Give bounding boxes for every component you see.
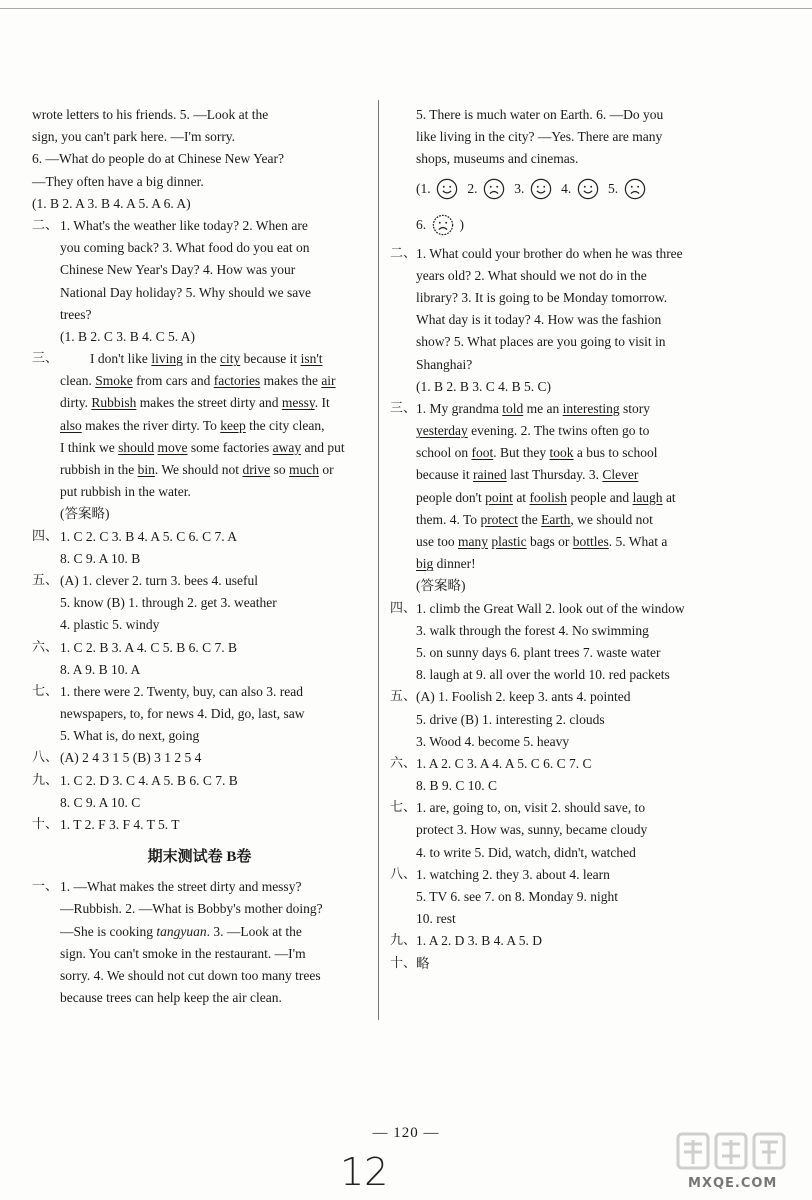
text: use too bbox=[416, 534, 458, 549]
faces-row bbox=[390, 207, 725, 243]
answer-text: 1. C 2. B 3. A 4. C 5. B 6. C 7. B bbox=[60, 639, 238, 655]
answer-line bbox=[390, 487, 725, 509]
underlined-word: bottles bbox=[572, 534, 609, 549]
answer-line: because trees can help keep the air clean. bbox=[60, 990, 282, 1006]
answer-text: (A) 2 4 3 1 5 (B) 3 1 2 5 4 bbox=[60, 750, 202, 766]
answer-line: 8. B 9. C 10. C bbox=[416, 778, 498, 794]
underlined-word: living bbox=[151, 351, 183, 367]
underlined-word: plastic bbox=[491, 534, 527, 549]
section-9 bbox=[32, 770, 367, 792]
italic-word: tangyuan bbox=[156, 923, 207, 939]
answer-line: 5. What is, do next, going bbox=[60, 728, 200, 744]
answer-line: put rubbish in the water. bbox=[60, 484, 191, 500]
answer-line: Shanghai? bbox=[416, 356, 473, 372]
answer-line bbox=[390, 442, 725, 464]
answer-text: 1. A 2. C 3. A 4. A 5. C 6. C 7. C bbox=[416, 755, 592, 771]
answer-text: 略 bbox=[416, 955, 430, 971]
underlined-word: city bbox=[219, 351, 241, 367]
section-3 bbox=[390, 398, 725, 420]
underlined-word: point bbox=[485, 489, 513, 505]
underlined-word: protect bbox=[480, 511, 518, 527]
answer-line: (答案略) bbox=[416, 578, 466, 594]
answer-line: newspapers, to, for news 4. Did, go, last, saw bbox=[60, 706, 305, 722]
section-marker: 二、 bbox=[32, 217, 59, 233]
underlined-word: move bbox=[157, 439, 188, 455]
text: 4. bbox=[561, 180, 572, 196]
underlined-word: factories bbox=[213, 373, 261, 389]
answer-line: protect 3. How was, sunny, became cloudy bbox=[416, 822, 648, 838]
answer-text: 1. watching 2. they 3. about 4. learn bbox=[416, 866, 610, 882]
text: —She is cooking bbox=[60, 923, 157, 939]
section-marker: 十、 bbox=[390, 955, 417, 971]
text: 5. bbox=[608, 180, 619, 196]
answer-text: 1. there were 2. Twenty, buy, can also 3. read bbox=[60, 683, 303, 699]
text: from cars and bbox=[132, 373, 214, 389]
text: . 3. —Look at the bbox=[206, 923, 302, 939]
section-marker: 六、 bbox=[390, 755, 417, 771]
section-marker: 九、 bbox=[390, 933, 417, 949]
happy-face-icon bbox=[530, 178, 552, 200]
answer-line: (答案略) bbox=[60, 506, 110, 522]
section-10 bbox=[390, 953, 725, 975]
section-7 bbox=[32, 681, 367, 703]
underlined-word: interesting bbox=[562, 400, 620, 416]
text: makes the bbox=[260, 373, 322, 389]
answer-text: 1. What could your brother do when he was three bbox=[416, 245, 683, 261]
section-marker: 五、 bbox=[390, 689, 417, 705]
answer-line: 8. C 9. A 10. B bbox=[60, 550, 141, 566]
answer-line: 3. Wood 4. become 5. heavy bbox=[416, 733, 570, 749]
top-edge-rule bbox=[0, 8, 812, 9]
answer-line bbox=[390, 509, 725, 531]
text: in the bbox=[182, 351, 220, 367]
answer-line: sign, you can't park here. —I'm sorry. bbox=[32, 129, 236, 145]
text: because it bbox=[240, 351, 301, 367]
answer-line: trees? bbox=[60, 306, 92, 322]
sad-face-icon bbox=[483, 178, 505, 200]
answer-line: you coming back? 3. What food do you eat on bbox=[60, 240, 310, 256]
underlined-word: much bbox=[288, 462, 319, 477]
section-8 bbox=[390, 864, 725, 886]
section-marker: 四、 bbox=[32, 528, 59, 544]
answer-text: 1. What's the weather like today? 2. When are bbox=[60, 217, 308, 233]
underlined-word: also bbox=[60, 417, 82, 433]
text: 3. bbox=[514, 180, 525, 196]
answer-line: sign. You can't smoke in the restaurant. —I'm bbox=[60, 945, 306, 961]
text: the bbox=[517, 511, 542, 527]
text: 1. My grandma bbox=[416, 400, 503, 416]
answer-line: 8. laugh at 9. all over the world 10. red packets bbox=[416, 667, 670, 683]
answer-line: (1. B 2. B 3. C 4. B 5. C) bbox=[416, 378, 552, 394]
section-marker: 五、 bbox=[32, 572, 59, 588]
text: me an bbox=[523, 400, 563, 416]
section-b1 bbox=[32, 876, 367, 898]
text: ) bbox=[459, 216, 464, 232]
faces-row bbox=[390, 171, 725, 207]
section-6 bbox=[32, 637, 367, 659]
section-5 bbox=[390, 686, 725, 708]
answer-line bbox=[390, 531, 725, 553]
answer-text: 1. are, going to, on, visit 2. should save, to bbox=[416, 800, 646, 816]
section-9 bbox=[390, 930, 725, 952]
text: evening. 2. The twins often go to bbox=[467, 423, 650, 439]
section-2 bbox=[390, 243, 725, 265]
section-7 bbox=[390, 797, 725, 819]
text: them. 4. To bbox=[416, 511, 481, 527]
text: because it bbox=[416, 467, 473, 483]
underlined-word: big bbox=[416, 556, 434, 572]
text: and put bbox=[301, 439, 345, 455]
section-marker: 十、 bbox=[32, 817, 59, 832]
answer-line bbox=[390, 420, 725, 442]
section-6 bbox=[390, 753, 725, 775]
section-8 bbox=[32, 747, 367, 769]
answer-line: (1. B 2. C 3. B 4. C 5. A) bbox=[60, 328, 196, 344]
answer-text: 1. —What makes the street dirty and messy? bbox=[60, 879, 302, 895]
underlined-word: laugh bbox=[632, 489, 663, 505]
section-marker: 七、 bbox=[390, 800, 417, 816]
text: bags or bbox=[526, 534, 573, 549]
underlined-word: keep bbox=[220, 417, 246, 433]
answer-line: National Day holiday? 5. Why should we save bbox=[60, 284, 311, 300]
text: (1. bbox=[416, 180, 431, 196]
answer-line: Chinese New Year's Day? 4. How was your bbox=[60, 262, 296, 278]
text: . But they bbox=[493, 445, 550, 461]
answer-line bbox=[32, 459, 367, 481]
happy-face-icon bbox=[436, 178, 458, 200]
section-marker: 三、 bbox=[390, 400, 417, 416]
answer-line: 10. rest bbox=[416, 911, 456, 927]
answer-text: 1. A 2. D 3. B 4. A 5. D bbox=[416, 933, 543, 949]
underlined-word: away bbox=[272, 439, 302, 455]
text: makes the street dirty and bbox=[136, 395, 282, 411]
text: . It bbox=[314, 395, 330, 411]
section-marker: 六、 bbox=[32, 639, 59, 655]
text: at bbox=[512, 489, 530, 505]
underlined-word: foolish bbox=[529, 489, 567, 505]
happy-face-icon bbox=[577, 178, 599, 200]
text: I don't like bbox=[90, 351, 152, 367]
underlined-word: took bbox=[549, 445, 574, 461]
text: so bbox=[270, 462, 289, 477]
answer-text: (A) 1. Foolish 2. keep 3. ants 4. pointed bbox=[416, 689, 631, 705]
text: makes the river dirty. To bbox=[81, 417, 221, 433]
answer-line: 5. on sunny days 6. plant trees 7. waste water bbox=[416, 644, 661, 660]
answer-line: 5. drive (B) 1. interesting 2. clouds bbox=[416, 711, 605, 727]
text: last Thursday. 3. bbox=[506, 467, 603, 483]
section-marker: 四、 bbox=[390, 600, 417, 616]
sad-face-icon bbox=[624, 178, 646, 200]
underlined-word: foot bbox=[471, 445, 494, 461]
answer-line bbox=[32, 370, 367, 392]
answer-text: 1. T 2. F 3. F 4. T 5. T bbox=[60, 817, 180, 832]
answer-line: 5. know (B) 1. through 2. get 3. weather bbox=[60, 595, 277, 611]
answer-line: (1. B 2. A 3. B 4. A 5. A 6. A) bbox=[32, 195, 191, 211]
underlined-word: Rubbish bbox=[91, 395, 137, 411]
left-column bbox=[32, 104, 367, 1009]
answer-line: like living in the city? —Yes. There are many bbox=[416, 129, 663, 145]
section-5 bbox=[32, 570, 367, 592]
text: the city clean, bbox=[245, 417, 325, 433]
section-marker: 七、 bbox=[32, 683, 59, 699]
answer-line: —Rubbish. 2. —What is Bobby's mother doing? bbox=[60, 901, 323, 917]
text: clean. bbox=[60, 373, 96, 389]
underlined-word: many bbox=[458, 534, 488, 549]
text: 6. bbox=[416, 216, 427, 232]
answer-text: 1. C 2. D 3. C 4. A 5. B 6. C 7. B bbox=[60, 772, 238, 788]
right-column bbox=[390, 104, 725, 975]
column-divider bbox=[378, 100, 379, 1020]
text: rubbish in the bbox=[60, 462, 138, 477]
answer-line: 4. to write 5. Did, watch, didn't, watched bbox=[416, 844, 636, 860]
section-2 bbox=[32, 215, 367, 237]
section-4 bbox=[390, 598, 725, 620]
underlined-word: told bbox=[502, 400, 524, 416]
answer-line bbox=[390, 553, 725, 575]
underlined-word: yesterday bbox=[416, 423, 468, 439]
text: dirty. bbox=[60, 395, 92, 411]
answer-line: —They often have a big dinner. bbox=[32, 173, 204, 189]
answer-line: What day is it today? 4. How was the fashion bbox=[416, 312, 662, 328]
answer-text: 1. climb the Great Wall 2. look out of the window bbox=[416, 600, 685, 616]
text: I think we bbox=[60, 439, 119, 455]
text: people and bbox=[566, 489, 633, 505]
underlined-word: bin bbox=[137, 462, 155, 477]
underlined-word: air bbox=[321, 373, 336, 389]
section-marker: 九、 bbox=[32, 772, 59, 788]
section-marker: 一、 bbox=[32, 879, 59, 895]
answer-line: shops, museums and cinemas. bbox=[416, 151, 579, 167]
section-3 bbox=[32, 348, 367, 370]
answer-line: years old? 2. What should we not do in the bbox=[416, 267, 647, 283]
answer-text: 1. C 2. C 3. B 4. A 5. C 6. C 7. A bbox=[60, 528, 238, 544]
section-4 bbox=[32, 526, 367, 548]
underlined-word: rained bbox=[472, 467, 507, 483]
text: some factories bbox=[187, 439, 273, 455]
underlined-word: Earth bbox=[541, 511, 571, 527]
section-10 bbox=[32, 814, 367, 836]
watermark-text: MXQE.COM bbox=[688, 1176, 778, 1191]
answer-line: sorry. 4. We should not cut down too many trees bbox=[60, 967, 321, 983]
section-marker: 八、 bbox=[390, 866, 417, 882]
text: . 5. What a bbox=[608, 534, 668, 549]
text: dinner! bbox=[433, 556, 476, 572]
underlined-word: Smoke bbox=[95, 373, 133, 389]
handwritten-page-number: 12 bbox=[340, 1150, 389, 1194]
exam-title: 期末测试卷 B卷 bbox=[147, 849, 252, 866]
answer-line: wrote letters to his friends. 5. —Look at the bbox=[32, 107, 269, 122]
text: or bbox=[318, 462, 334, 477]
answer-line bbox=[390, 464, 725, 486]
answer-line: show? 5. What places are you going to visit in bbox=[416, 334, 666, 350]
underlined-word: messy bbox=[281, 395, 315, 411]
text: 2. bbox=[467, 180, 478, 196]
answer-line bbox=[32, 437, 367, 459]
text: , we should not bbox=[570, 511, 653, 527]
text: a bus to school bbox=[573, 445, 658, 461]
answer-line: 5. TV 6. see 7. on 8. Monday 9. night bbox=[416, 889, 618, 904]
answer-line: 5. There is much water on Earth. 6. —Do you bbox=[416, 107, 664, 122]
text: people don't bbox=[416, 489, 486, 505]
page-number: — 120 — bbox=[372, 1125, 440, 1141]
sad-face-icon bbox=[432, 214, 454, 236]
answer-line: 3. walk through the forest 4. No swimming bbox=[416, 622, 649, 638]
answer-line bbox=[32, 392, 367, 414]
answer-line: 4. plastic 5. windy bbox=[60, 617, 160, 633]
answer-line: 6. —What do people do at Chinese New Year? bbox=[32, 151, 284, 167]
answer-line: library? 3. It is going to be Monday tomorrow. bbox=[416, 289, 668, 305]
underlined-word: should bbox=[118, 439, 155, 455]
text: . We should not bbox=[154, 462, 243, 477]
answer-line: 8. C 9. A 10. C bbox=[60, 794, 141, 810]
answer-line bbox=[32, 921, 367, 943]
underlined-word: isn't bbox=[300, 351, 323, 367]
underlined-word: Clever bbox=[602, 467, 639, 483]
section-marker: 三、 bbox=[32, 351, 59, 367]
underlined-word: drive bbox=[242, 462, 271, 477]
section-marker: 二、 bbox=[390, 245, 417, 261]
answer-line bbox=[32, 415, 367, 437]
answer-text: (A) 1. clever 2. turn 3. bees 4. useful bbox=[60, 572, 258, 588]
text: story bbox=[619, 400, 650, 416]
section-marker: 八、 bbox=[32, 750, 59, 766]
text: school on bbox=[416, 445, 472, 461]
answer-line: 8. A 9. B 10. A bbox=[60, 661, 141, 677]
text: at bbox=[662, 489, 676, 505]
